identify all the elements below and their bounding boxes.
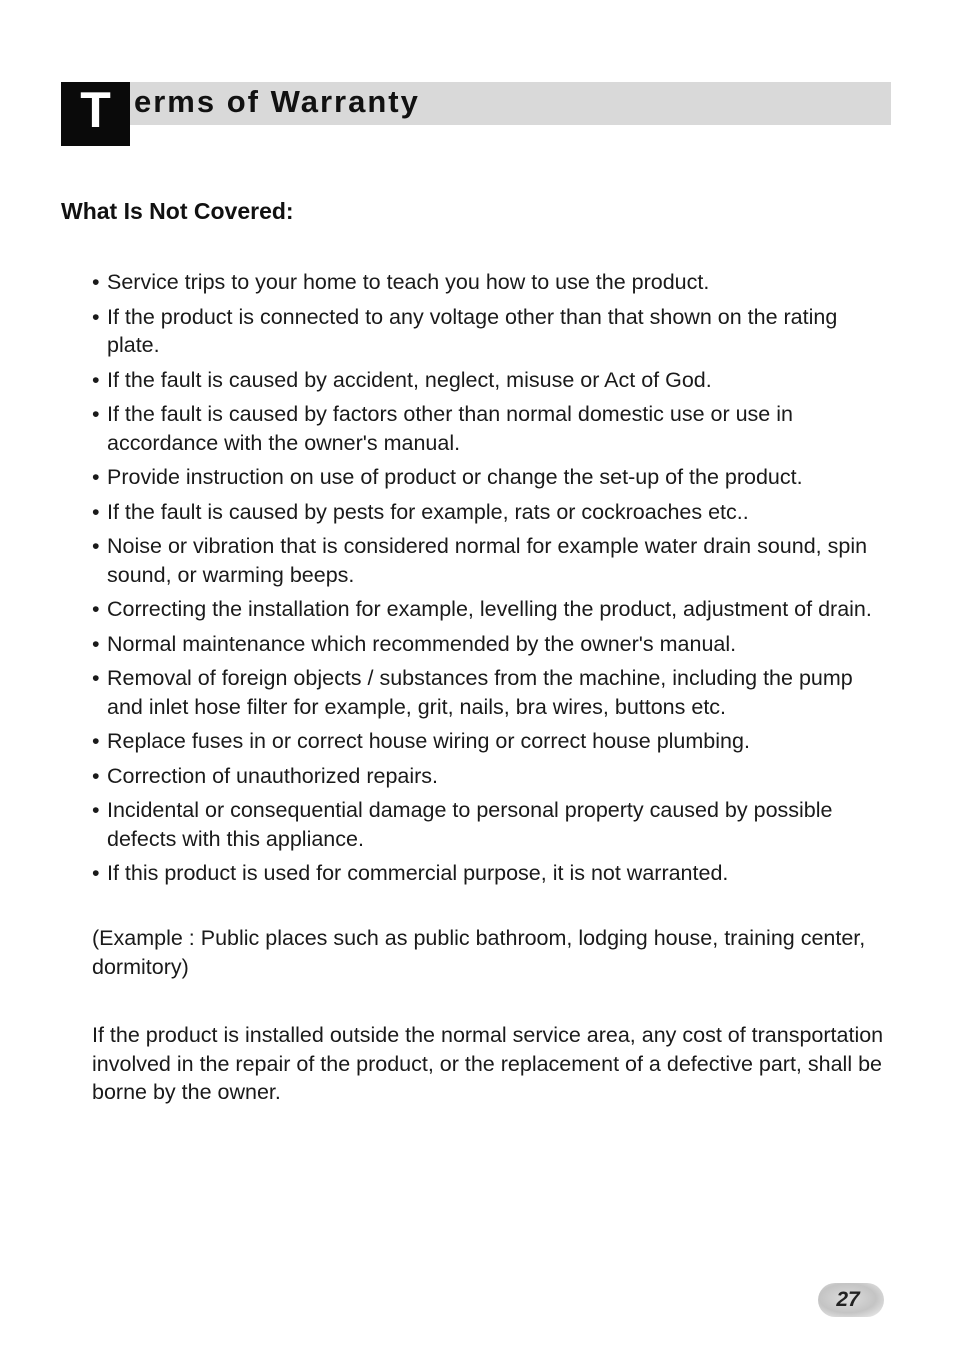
list-item-text: Incidental or consequential damage to personal property caused by possible defects with this appliance. (107, 798, 833, 851)
list-item (92, 400, 892, 457)
list-item (92, 303, 892, 360)
page-number: 27 (836, 1288, 860, 1311)
bullet-icon: • (92, 499, 100, 524)
list-item (92, 630, 892, 659)
list-item (92, 366, 892, 395)
list-item-text: Correction of unauthorized repairs. (107, 763, 439, 788)
list-item (92, 796, 892, 853)
bullet-icon: • (92, 367, 100, 392)
list-item-text: If the fault is caused by pests for example, rats or cockroaches etc.. (107, 499, 749, 524)
bullet-icon: • (92, 631, 100, 656)
list-item-text: Removal of foreign objects / substances from the machine, including the pump and inlet hose filter for example, grit, nails, bra wires, buttons etc. (107, 666, 853, 719)
list-item-text: Provide instruction on use of product or change the set-up of the product. (107, 465, 803, 489)
list-item (92, 463, 892, 492)
bullet-icon: • (92, 763, 100, 788)
list-item-text: Replace fuses in or correct house wiring or correct house plumbing. (107, 729, 750, 753)
list-item-text: Noise or vibration that is considered normal for example water drain sound, spin sound, or warming beeps. (107, 534, 868, 587)
page-title: erms of Warranty (134, 84, 420, 119)
list-item (92, 762, 892, 791)
list-item (92, 727, 892, 756)
list-item-text: Normal maintenance which recommended by the owner's manual. (107, 631, 737, 656)
example-note: (Example : Public places such as public bathroom, lodging house, training center, dormitory) (92, 926, 866, 979)
list-item (92, 532, 892, 589)
bullet-icon: • (92, 798, 100, 822)
list-item (92, 498, 892, 527)
bullet-icon: • (92, 729, 100, 753)
bullet-icon: • (92, 465, 100, 489)
section-heading: What Is Not Covered: (61, 198, 294, 224)
bullet-icon: • (92, 666, 100, 690)
list-item-text: If this product is used for commercial purpose, it is not warranted. (107, 861, 729, 885)
list-item-text: If the product is connected to any voltage other than that shown on the rating plate. (107, 304, 838, 357)
list-item-text: If the fault is caused by factors other than normal domestic use or use in accordance with the owner's manual. (107, 402, 793, 455)
bullet-icon: • (92, 270, 100, 294)
bullet-icon: • (92, 402, 100, 426)
list-item (92, 268, 892, 297)
bullet-icon: • (92, 534, 100, 558)
list-item (92, 859, 892, 888)
bullet-icon: • (92, 304, 100, 329)
list-item-text: If the fault is caused by accident, neglect, misuse or Act of God. (107, 367, 712, 392)
bullet-icon: • (92, 861, 100, 885)
bullet-icon: • (92, 597, 100, 621)
title-initial-letter: T (61, 82, 130, 146)
list-item-text: Correcting the installation for example, levelling the product, adjustment of drain. (107, 597, 872, 621)
list-item-text: Service trips to your home to teach you how to use the product. (107, 270, 710, 294)
list-item (92, 664, 892, 721)
not-covered-list (92, 268, 892, 894)
list-item (92, 595, 892, 624)
closing-paragraph: If the product is installed outside the normal service area, any cost of transportation involved in the repair of the product, or the replacement of a defective part, shall be borne by the owner. (92, 1023, 884, 1104)
